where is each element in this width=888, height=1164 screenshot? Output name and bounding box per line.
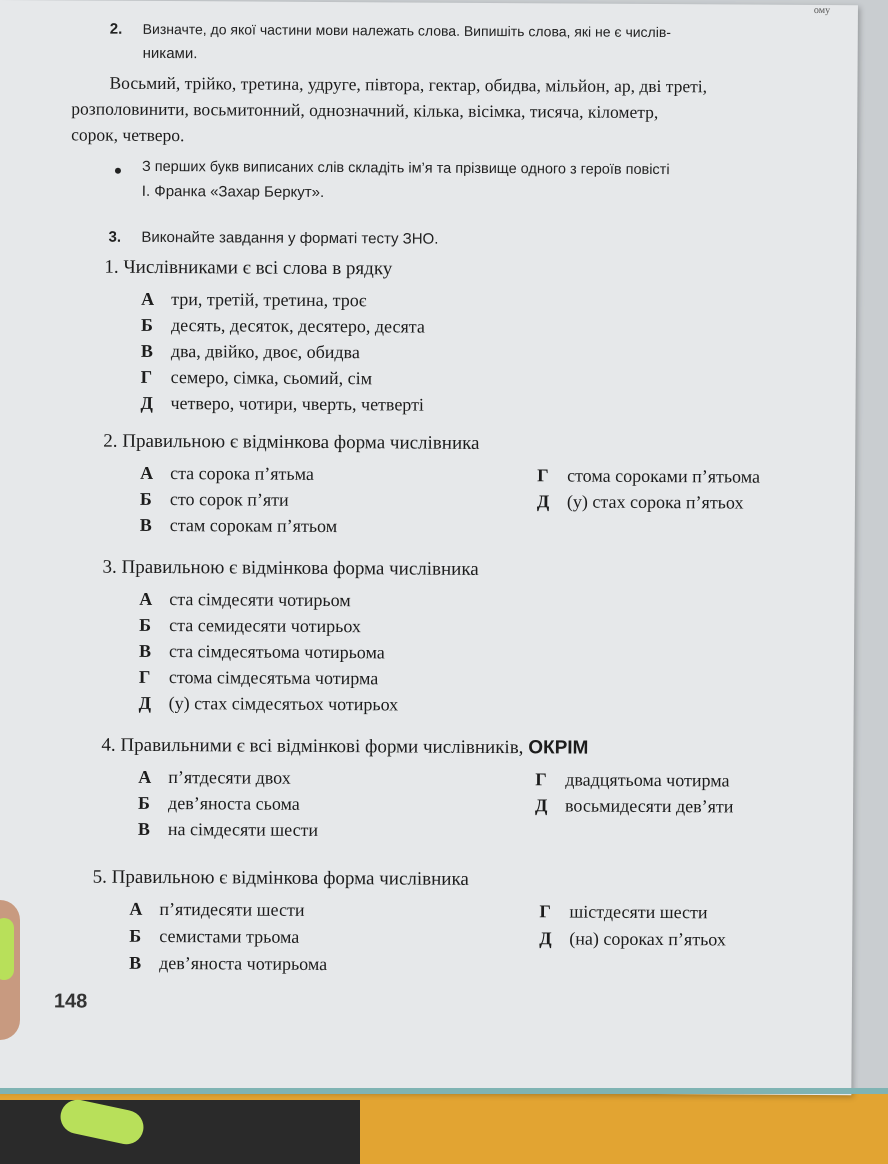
q1-title: 1. Числівниками є всі слова в рядку	[104, 256, 393, 280]
top-mark: ому	[813, 4, 831, 17]
q1-option-v: В два, двійко, двоє, обидва	[140, 340, 360, 363]
q3-option-b: Б ста семидесяти чотирьох	[139, 614, 361, 637]
q5-option-d: Д (на) сороках п’ятьох	[539, 928, 726, 950]
task2-bullet-line1: З перших букв виписаних слів складіть ім’я та прізвище одного з героїв повісті	[141, 158, 670, 179]
fingernail	[0, 918, 14, 980]
q2-option-d: Д (у) стах сорока п’ятьох	[536, 491, 744, 513]
q5-option-a: А п’ятидесяти шести	[129, 898, 305, 920]
dark-object	[0, 1100, 360, 1164]
q4-title	[101, 735, 588, 760]
task2-words-line2: розполовинити, восьмитонний, однозначний, кілька, вісімка, тисяча, кілометр,	[71, 98, 659, 123]
q3-title: 3. Правильною є відмінкова форма числівника	[102, 556, 479, 580]
q4-option-g: Г двадцятьома чотирма	[535, 769, 730, 791]
q1-option-a: А три, третій, третина, троє	[141, 288, 367, 311]
q4-title-emphasis: ОКРІМ	[528, 737, 589, 759]
q3-option-g: Г стома сімдесятьма чотирма	[138, 666, 379, 689]
task3-heading	[109, 229, 439, 248]
q5-option-v: В дев’яноста чотирьома	[129, 952, 328, 975]
page-edge	[0, 1088, 888, 1094]
q3-option-d: Д (у) стах сімдесятьох чотирьох	[138, 692, 399, 715]
q4-option-a: А п’ятдесяти двох	[138, 766, 291, 788]
q2-option-a: А ста сорока п’ятьма	[140, 462, 314, 484]
q4-title-text: 4. Правильними є всі відмінкові форми числівників,	[101, 734, 529, 759]
q1-option-g: Г семеро, сімка, сьомий, сім	[140, 366, 373, 389]
q2-title: 2. Правильною є відмінкова форма числівника	[103, 430, 480, 454]
q1-option-d: Д четверо, чотири, чверть, четверті	[140, 392, 425, 415]
q3-option-a: А ста сімдесяти чотирьом	[139, 588, 351, 611]
task3-number: 3.	[108, 228, 122, 246]
q4-option-v: В на сімдесяти шести	[137, 818, 319, 840]
task2-bullet-line2: І. Франка «Захар Беркут».	[141, 182, 325, 201]
task2-instruction-line1: Визначте, до якої частини мови належать слова. Випишіть слова, які не є числів-	[142, 20, 672, 41]
task2-instruction-line2: никами.	[142, 44, 198, 63]
page-number: 148	[53, 990, 88, 1013]
q3-option-v: В ста сімдесятьома чотирьома	[138, 640, 385, 663]
task2-words-line1: Восьмий, трійко, третина, удруге, півтора, гектар, обидва, мільйон, ар, дві треті,	[109, 72, 708, 97]
q2-option-v: В стам сорокам п’ятьом	[139, 514, 338, 537]
q5-option-g: Г шістдесяти шести	[539, 901, 708, 923]
q2-option-g: Г стома сороками п’ятьома	[537, 465, 761, 487]
q2-option-b: Б сто сорок п’яти	[139, 488, 289, 510]
q4-option-d: Д восьмидесяти дев’яти	[535, 795, 734, 817]
q1-option-b: Б десять, десяток, десятеро, десята	[140, 314, 425, 337]
task2-heading	[110, 21, 830, 42]
task3-instruction: Виконайте завдання у форматі тесту ЗНО.	[141, 228, 439, 248]
q5-option-b: Б семистами трьома	[129, 925, 300, 947]
q4-option-b: Б дев’яноста сьома	[138, 792, 300, 814]
bullet-icon	[115, 168, 121, 174]
q5-title: 5. Правильною є відмінкова форма числівника	[92, 866, 469, 890]
task2-words-line3: сорок, четверо.	[71, 124, 185, 146]
task2-number: 2.	[109, 20, 123, 38]
